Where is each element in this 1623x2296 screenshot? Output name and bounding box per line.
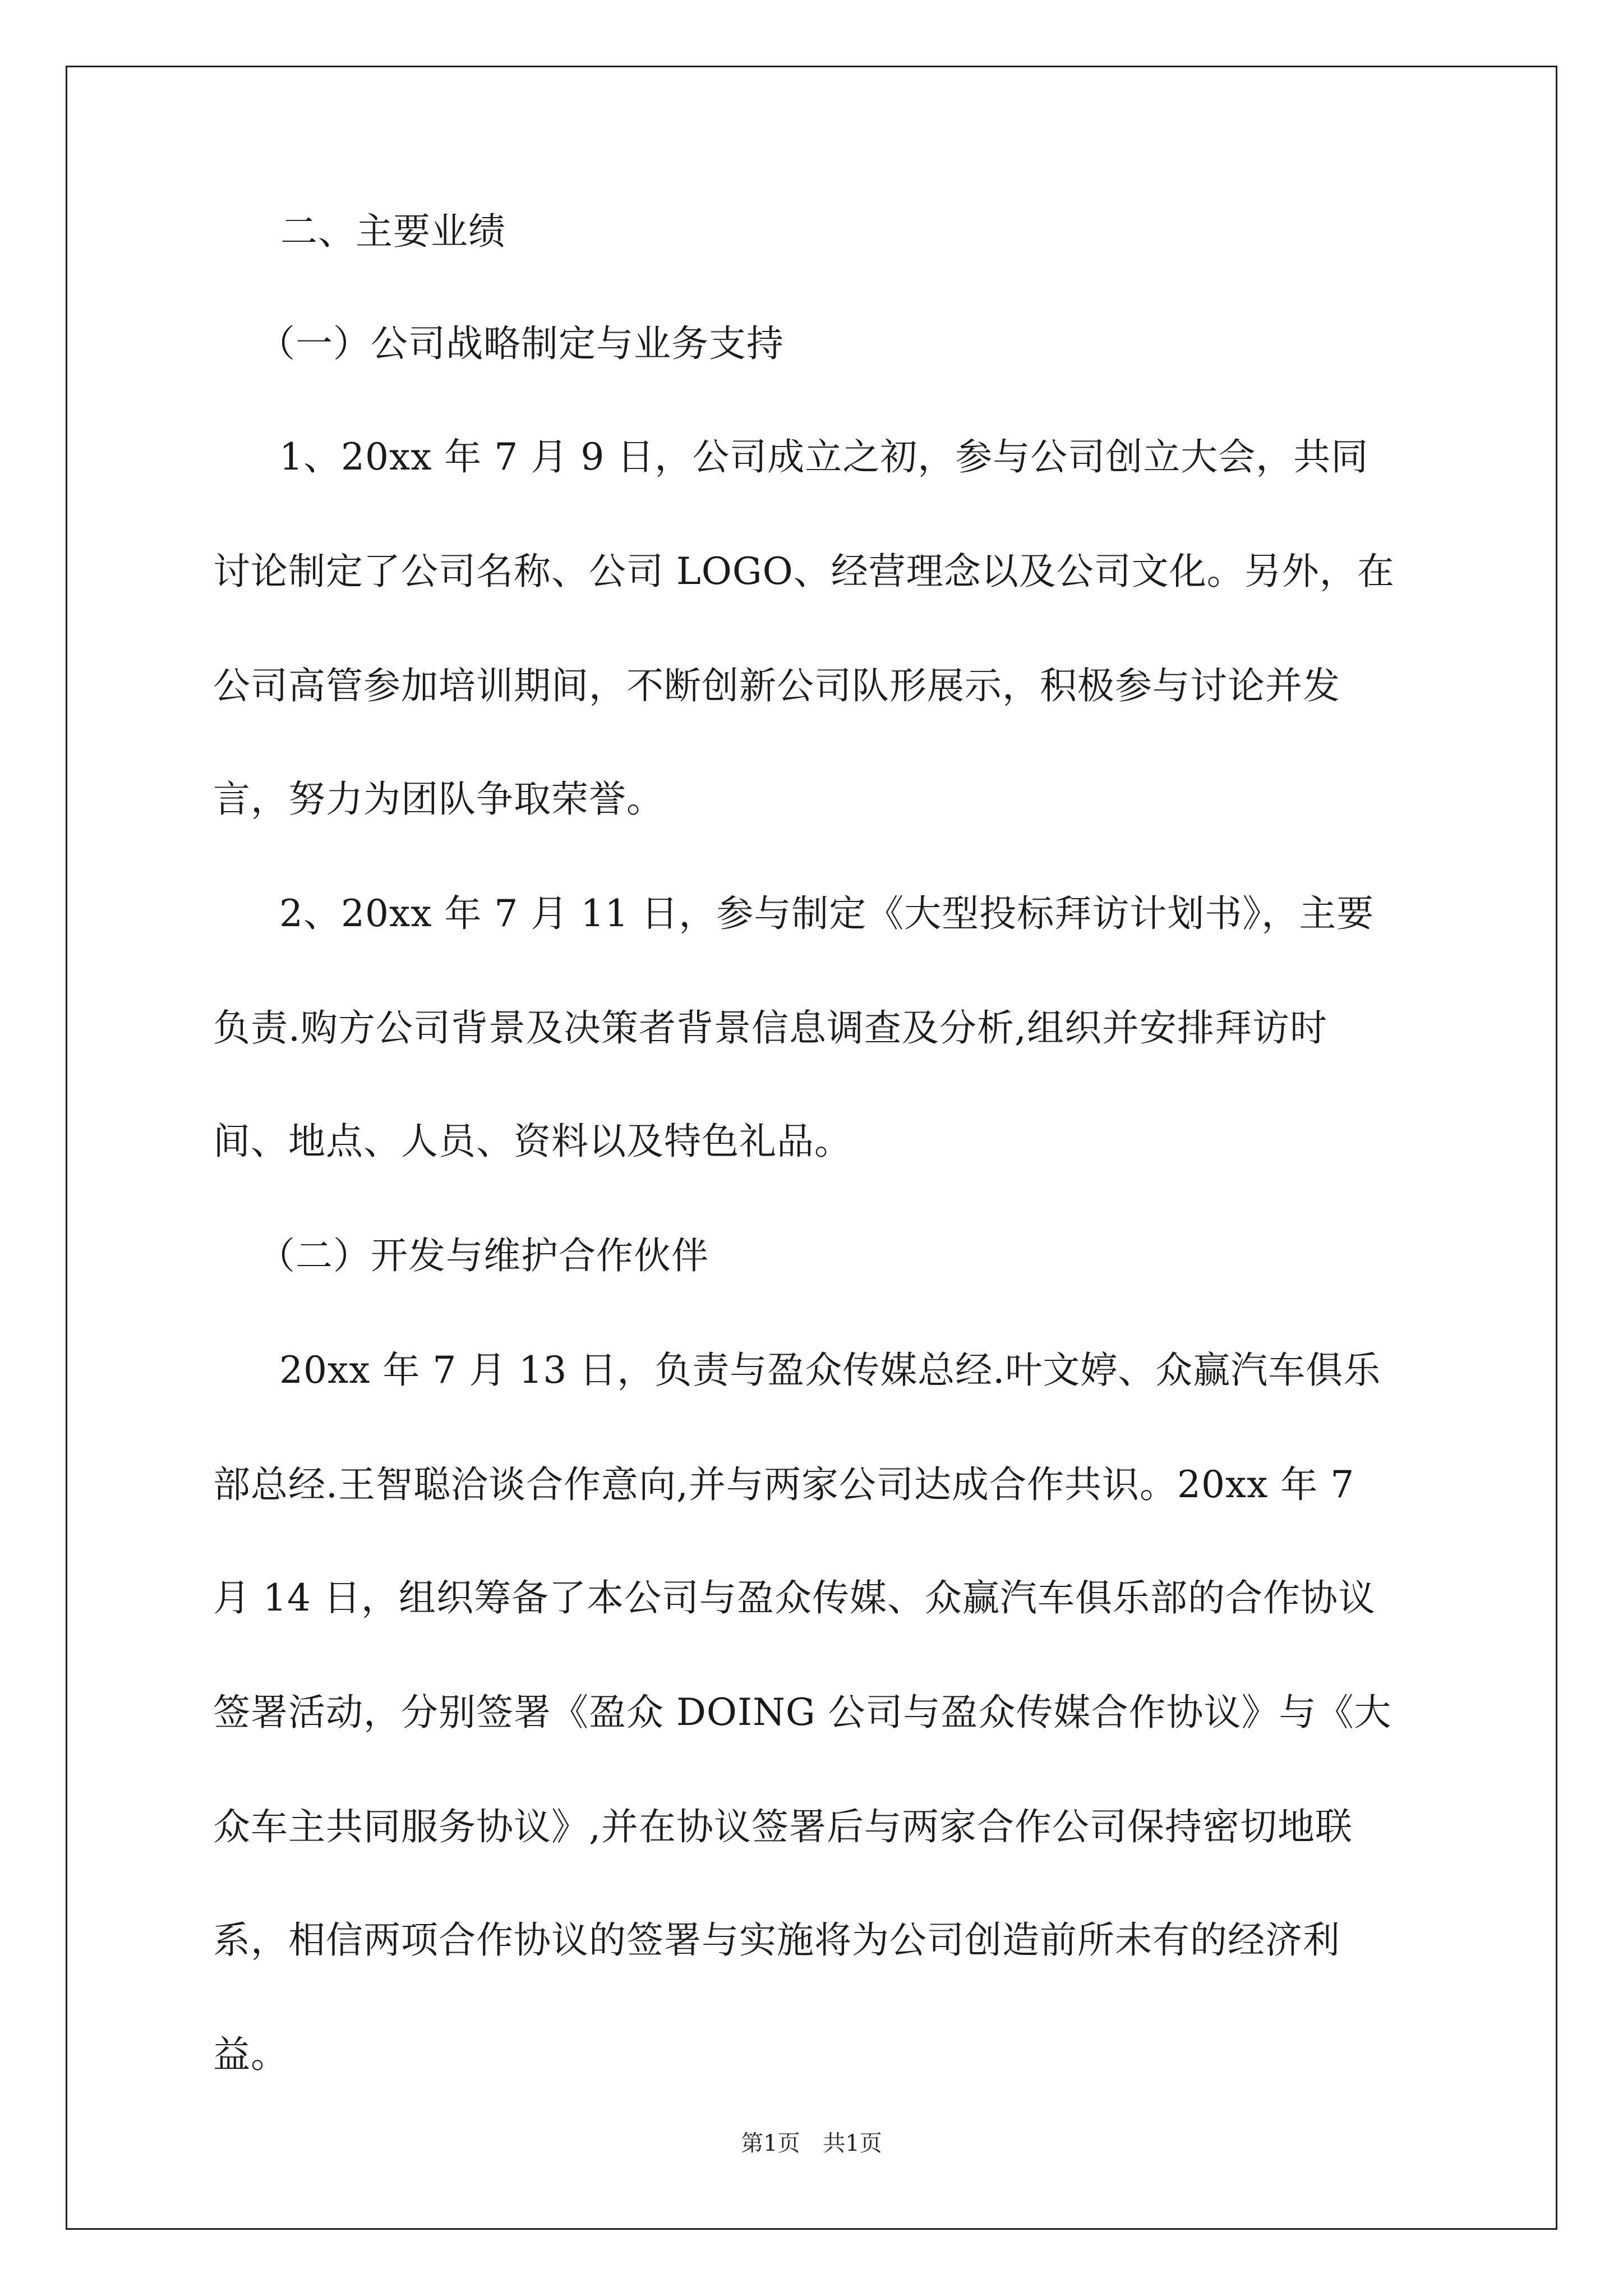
subsection-heading: （一）公司战略制定与业务支持 [258,322,784,365]
paragraph-line: 讨论制定了公司名称、公司 LOGO、经营理念以及公司文化。另外，在 [213,550,1395,593]
section-heading: 二、主要业绩 [280,210,506,253]
paragraph-line: 益。 [213,2033,288,2076]
paragraph-line: 20xx 年 7 月 13 日，负责与盈众传媒总经.叶文婷、众赢汽车俱乐 [279,1349,1381,1392]
subsection-heading: （二）开发与维护合作伙伴 [258,1234,709,1277]
paragraph-line: 签署活动，分别签署《盈众 DOING 公司与盈众传媒合作协议》与《大 [213,1691,1392,1734]
paragraph-line: 众车主共同服务协议》,并在协议签署后与两家合作公司保持密切地联 [213,1805,1353,1848]
paragraph-line: 系，相信两项合作协议的签署与实施将为公司创造前所未有的经济利 [213,1918,1340,1962]
page-total: 共1页 [823,2131,882,2156]
paragraph-line: 负责.购方公司背景及决策者背景信息调查及分析,组织并安排拜访时 [213,1006,1327,1050]
paragraph-line: 言，努力为团队争取荣誉。 [213,777,664,821]
paragraph-line: 1、20xx 年 7 月 9 日，公司成立之初，参与公司创立大会，共同 [279,435,1369,478]
paragraph-line: 间、地点、人员、资料以及特色礼品。 [213,1120,852,1163]
page-footer [0,2129,1623,2158]
page-number: 第1页 [741,2131,800,2156]
paragraph-line: 公司高管参加培训期间，不断创新公司队形展示，积极参与讨论并发 [213,664,1340,707]
paragraph-line: 2、20xx 年 7 月 11 日，参与制定《大型投标拜访计划书》，主要 [279,892,1375,935]
paragraph-line: 月 14 日，组织筹备了本公司与盈众传媒、众赢汽车俱乐部的合作协议 [213,1576,1376,1619]
paragraph-line: 部总经.王智聪洽谈合作意向,并与两家公司达成合作共识。20xx 年 7 [213,1463,1355,1506]
